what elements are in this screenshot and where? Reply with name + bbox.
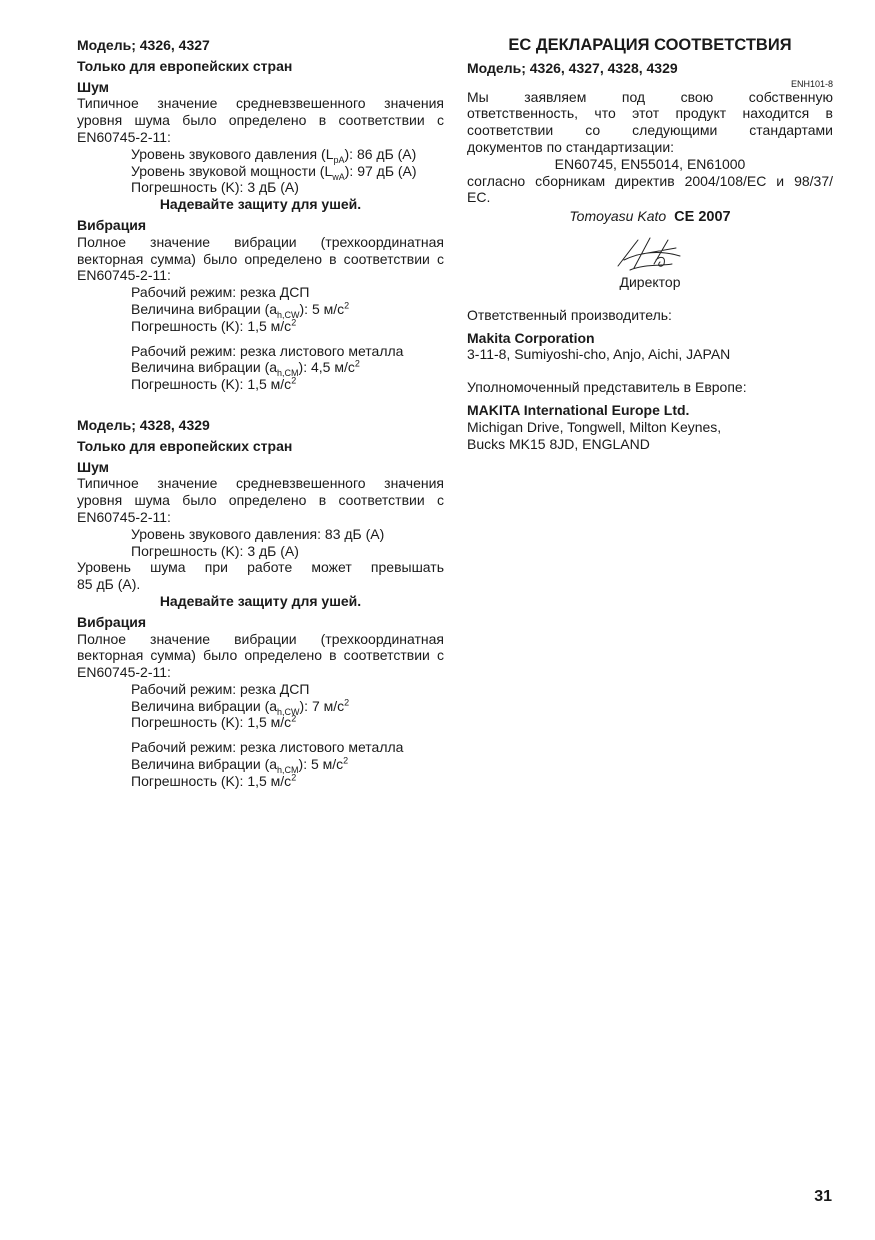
vibration-text-line: векторная сумма) было определено в соответствии с bbox=[77, 250, 444, 267]
model-heading: Модель; 4326, 4327 bbox=[77, 37, 210, 53]
vibration-value-line: Величина вибрации $(a_{h,CM})$: 4,5 $м/с^2$ bbox=[131, 358, 360, 379]
signer-line bbox=[467, 208, 833, 226]
signer-role: Директор bbox=[619, 273, 681, 290]
declaration-text-line: ответственность, что этот продукт находится в bbox=[467, 105, 833, 122]
vibration-uncertainty-line: Погрешность (K): 1,5 $м/с^2$ bbox=[131, 317, 297, 334]
declaration-text-line: документов по стандартизации: bbox=[467, 138, 675, 155]
signer-name: Tomoyasu Kato bbox=[569, 208, 667, 225]
declaration-text-line: Мы заявляем под свою собственную bbox=[467, 88, 833, 105]
noise-exceed-line: 85 дБ (A). bbox=[77, 576, 141, 593]
page-number: 31 bbox=[814, 1188, 832, 1205]
representative-address-line: Michigan Drive, Tongwell, Milton Keynes, bbox=[467, 418, 722, 435]
right-column bbox=[467, 37, 833, 452]
vibration-value-line: Величина вибрации $(a_{h,CM})$: 5 $м/с^2$ bbox=[131, 755, 349, 775]
noise-text-line: Типичное значение средневзвешенного значения bbox=[77, 475, 444, 492]
noise-text-line: Типичное значение средневзвешенного значения bbox=[77, 95, 444, 112]
vibration-uncertainty-line: Погрешность (K): 1,5 $м/с^2$ bbox=[131, 713, 297, 731]
declaration-model: Модель; 4326, 4327, 4328, 4329 bbox=[467, 59, 678, 76]
work-mode-line: Рабочий режим: резка ДСП bbox=[131, 284, 310, 301]
noise-uncertainty-line: Погрешность (K): 3 дБ (A) bbox=[131, 179, 299, 196]
sound-pressure-line: Уровень звукового давления: 83 дБ (A) bbox=[131, 525, 385, 542]
noise-text-line: EN60745-2-11: bbox=[77, 508, 171, 525]
work-mode-line: Рабочий режим: резка ДСП bbox=[131, 680, 310, 697]
vibration-uncertainty-line: Погрешность (K): 1,5 $м/с^2$ bbox=[131, 375, 297, 393]
eu-only-heading: Только для европейских стран bbox=[77, 437, 293, 454]
eu-only-heading: Только для европейских стран bbox=[77, 57, 293, 74]
handwritten-signature bbox=[610, 234, 690, 274]
vibration-text-line: EN60745-2-11: bbox=[77, 664, 171, 681]
vibration-text-line: Полное значение вибрации (трехкоординатная bbox=[77, 233, 444, 250]
representative-label: Уполномоченный представитель в Европе: bbox=[467, 379, 747, 396]
vibration-text-line: Полное значение вибрации (трехкоординатная bbox=[77, 630, 444, 647]
vibration-uncertainty-line: Погрешность (K): 1,5 $м/с^2$ bbox=[131, 772, 297, 789]
vibration-heading: Вибрация bbox=[77, 613, 147, 630]
sound-power-line: Уровень звуковой мощности $(L_{wA})$: 97 дБ (A) bbox=[131, 162, 417, 182]
work-mode-line: Рабочий режим: резка листового металла bbox=[131, 739, 404, 756]
noise-exceed-line: Уровень шума при работе может превышать bbox=[77, 559, 444, 576]
ear-protection-note: Надевайте защиту для ушей. bbox=[159, 592, 362, 609]
noise-heading: Шум bbox=[77, 458, 110, 475]
work-mode-line: Рабочий режим: резка листового металла bbox=[131, 342, 404, 359]
vibration-text-line: EN60745-2-11: bbox=[77, 267, 171, 284]
noise-text-line: уровня шума было определено в соответствии с bbox=[77, 112, 444, 129]
manufacturer-label: Ответственный производитель: bbox=[467, 306, 672, 323]
vibration-value-line: Величина вибрации $(a_{h,CW})$: 5 $м/с^2$ bbox=[131, 300, 350, 320]
document-code: ENH101-8 bbox=[790, 78, 833, 89]
manufacturer-name: Makita Corporation bbox=[467, 329, 595, 346]
directives-line: согласно сборникам директив 2004/108/ЕС и 98/37/ bbox=[467, 172, 833, 189]
noise-text-line: EN60745-2-11: bbox=[77, 128, 171, 145]
vibration-value-line: Величина вибрации $(a_{h,CW})$: 7 $м/с^2$ bbox=[131, 697, 350, 717]
representative-name: MAKITA International Europe Ltd. bbox=[467, 401, 690, 418]
manufacturer-address: 3-11-8, Sumiyoshi-cho, Anjo, Aichi, JAPAN bbox=[467, 346, 731, 363]
ear-protection-note: Надевайте защиту для ушей. bbox=[159, 196, 362, 213]
sound-pressure-line: Уровень звукового давления $(L_{pA})$: 86 дБ (A) bbox=[131, 145, 417, 165]
declaration-text-line: соответствии со следующими стандартами bbox=[467, 122, 833, 139]
noise-uncertainty-line: Погрешность (K): 3 дБ (A) bbox=[131, 542, 299, 559]
representative-address-line: Bucks MK15 8JD, ENGLAND bbox=[467, 435, 650, 452]
standards-list: EN60745, EN55014, EN61000 bbox=[554, 155, 746, 172]
noise-heading: Шум bbox=[77, 78, 110, 95]
ce-mark-year: CE 2007 bbox=[674, 209, 731, 226]
noise-text-line: уровня шума было определено в соответствии с bbox=[77, 492, 444, 509]
declaration-title: ЕС ДЕКЛАРАЦИЯ СООТВЕТСТВИЯ bbox=[508, 36, 792, 54]
vibration-heading: Вибрация bbox=[77, 216, 147, 233]
directives-line: ЕС. bbox=[467, 189, 491, 206]
vibration-text-line: векторная сумма) было определено в соответствии с bbox=[77, 647, 444, 664]
model-heading: Модель; 4328, 4329 bbox=[77, 416, 210, 433]
left-column bbox=[77, 37, 444, 790]
